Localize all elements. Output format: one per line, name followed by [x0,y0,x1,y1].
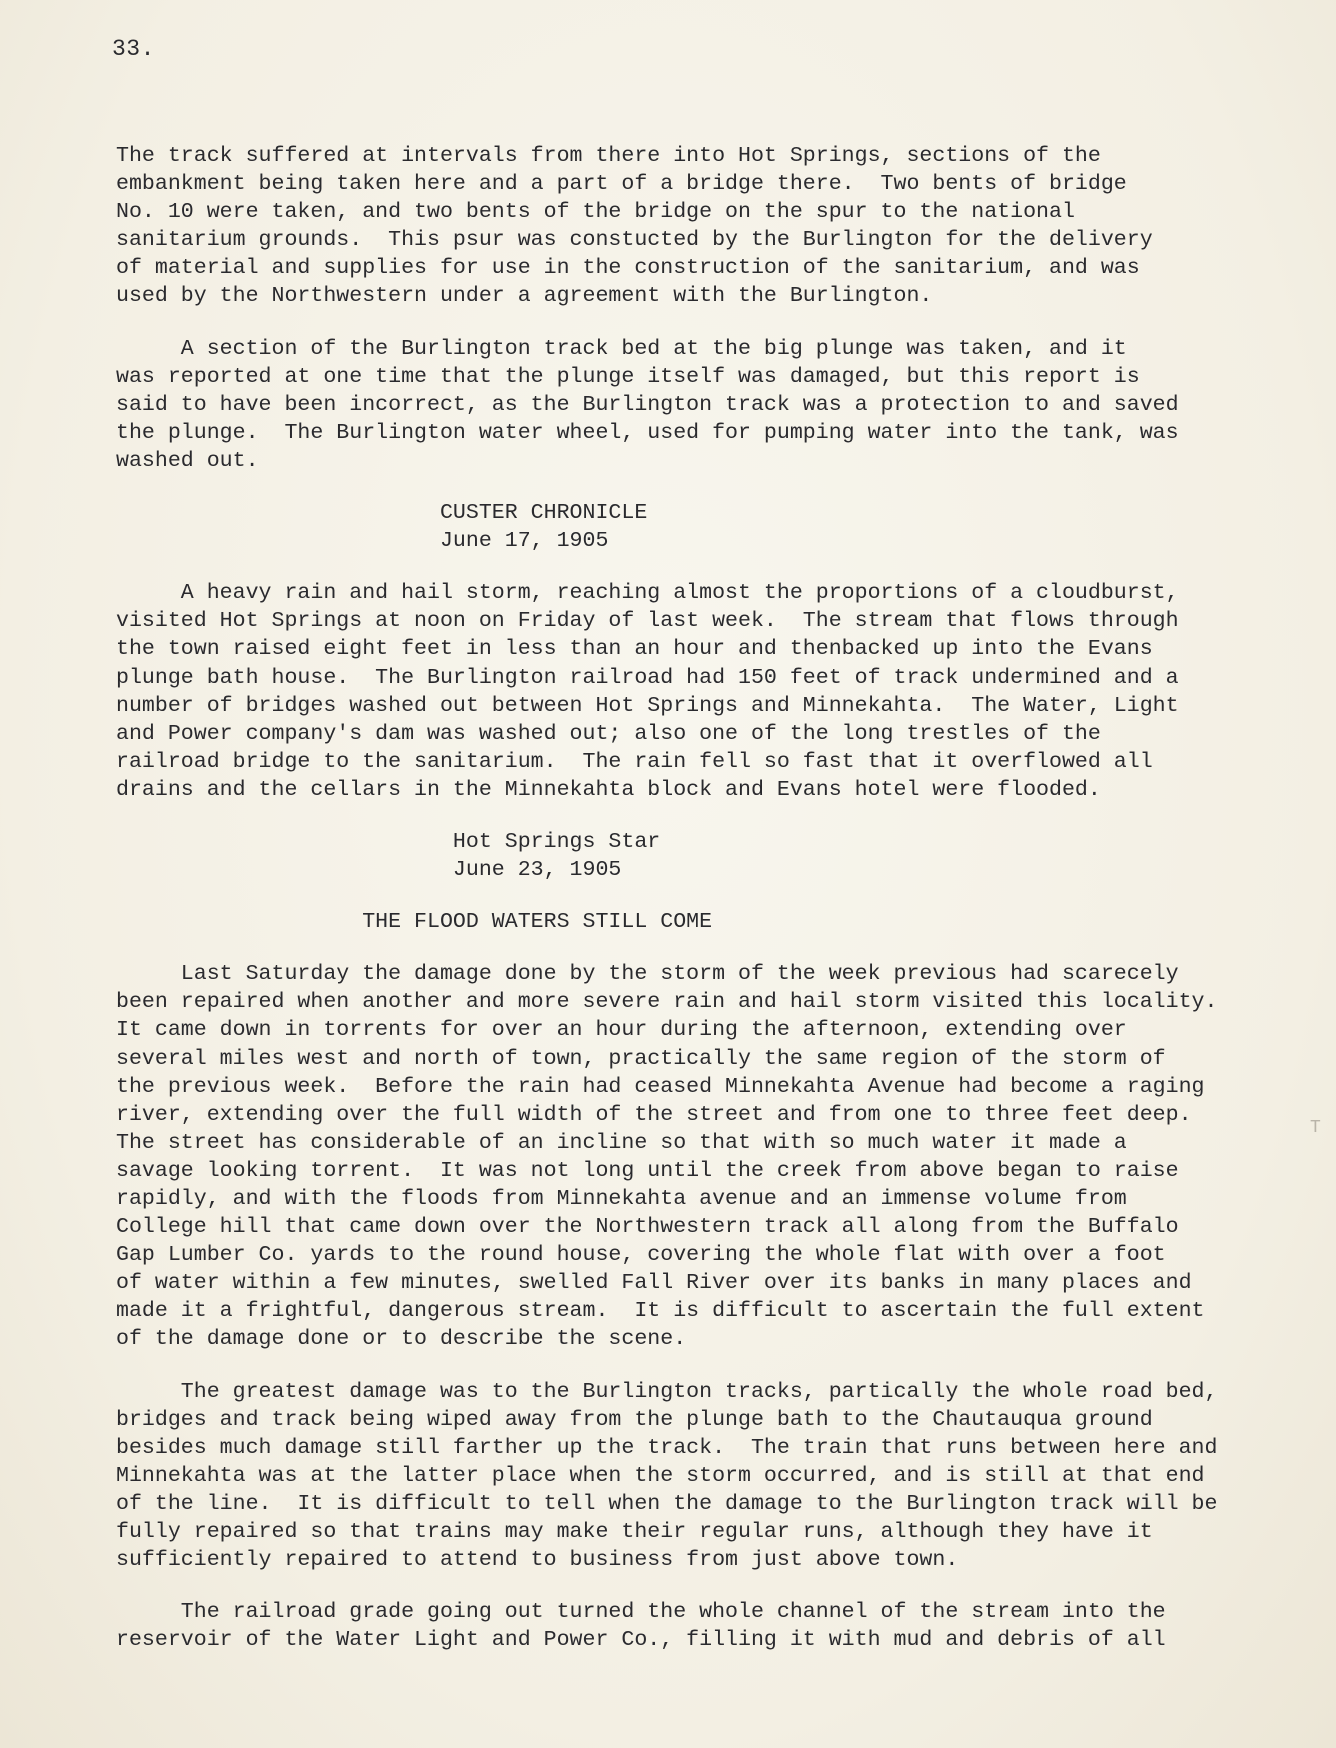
text-line: visited Hot Springs at noon on Friday of last week. The stream that flows through [116,609,1179,634]
text-line: of the line. It is difficult to tell when the damage to the Burlington track will be [116,1491,1218,1516]
text-line: drains and the cellars in the Minnekahta block and Evans hotel were flooded. [116,777,1101,802]
text-line: besides much damage still farther up the track. The train that runs between here and [116,1435,1218,1460]
text-line: the plunge. The Burlington water wheel, used for pumping water into the tank, was [116,420,1179,445]
text-line: railroad bridge to the sanitarium. The rain fell so fast that it overflowed all [116,749,1153,774]
source-date: June 23, 1905 [116,858,622,883]
paragraph-2 [116,335,1276,475]
article-headline: THE FLOOD WATERS STILL COME [116,910,713,935]
text-line: the town raised eight feet in less than an hour and thenbacked up into the Evans [116,637,1153,662]
text-line: No. 10 were taken, and two bents of the bridge on the spur to the national [116,200,1075,225]
source-custer-chronicle [116,499,1276,555]
document-body [116,142,1276,1654]
text-line: bridges and track being wiped away from the plunge bath to the Chautauqua ground [116,1407,1153,1432]
text-line: embankment being taken here and a part of a bridge there. Two bents of bridge [116,172,1127,197]
text-line: was reported at one time that the plunge itself was damaged, but this report is [116,364,1140,389]
page-number: 33. [112,36,155,62]
text-line: rapidly, and with the floods from Minnekahta avenue and an immense volume from [116,1187,1127,1211]
text-line: plunge bath house. The Burlington railroad had 150 feet of track undermined and a [116,665,1179,690]
text-line: savage looking torrent. It was not long until the creek from above began to raise [116,1158,1179,1183]
source-date: June 17, 1905 [116,529,609,554]
text-line: The railroad grade going out turned the whole channel of the stream into the [116,1600,1166,1625]
text-line: College hill that came down over the Northwestern track all along from the Buffalo [116,1215,1179,1240]
text-line: number of bridges washed out between Hot Springs and Minnekahta. The Water, Light [116,693,1179,718]
text-line: sanitarium grounds. This psur was constucted by the Burlington for the delivery [116,228,1153,253]
margin-mark: T [1310,1118,1321,1138]
source-name: Hot Springs Star [116,829,661,854]
text-line: Gap Lumber Co. yards to the round house, covering the whole flat with over a foot [116,1243,1166,1268]
text-line: The track suffered at intervals from there into Hot Springs, sections of the [116,144,1101,168]
text-line: said to have been incorrect, as the Burlington track was a protection to and saved [116,392,1179,417]
text-line: of material and supplies for use in the construction of the sanitarium, and was [116,256,1140,281]
text-line: The greatest damage was to the Burlington tracks, partically the whole road bed, [116,1379,1218,1404]
text-line: fully repaired so that trains may make their regular runs, although they have it [116,1520,1153,1545]
paragraph-5 [116,1378,1276,1575]
text-line: been repaired when another and more severe rain and hail storm visited this locality. [116,990,1218,1015]
paragraph-3 [116,579,1276,804]
text-line: washed out. [116,448,259,473]
source-name: CUSTER CHRONICLE [116,501,648,526]
text-line: of the damage done or to describe the scene. [116,1327,687,1352]
text-line: used by the Northwestern under a agreement with the Burlington. [116,284,933,309]
text-line: The street has considerable of an incline so that with so much water it made a [116,1130,1127,1155]
paragraph-4 [116,960,1276,1353]
text-line: A section of the Burlington track bed at the big plunge was taken, and it [116,336,1127,361]
source-hot-springs-star [116,828,1276,884]
text-line: river, extending over the full width of the street and from one to three feet deep. [116,1102,1192,1127]
text-line: the previous week. Before the rain had ceased Minnekahta Avenue had become a raging [116,1074,1205,1099]
text-line: reservoir of the Water Light and Power Co., filling it with mud and debris of all [116,1628,1166,1653]
text-line: made it a frightful, dangerous stream. It is difficult to ascertain the full extent [116,1299,1205,1324]
text-line: A heavy rain and hail storm, reaching almost the proportions of a cloudburst, [116,581,1179,606]
text-line: several miles west and north of town, practically the same region of the storm of [116,1046,1166,1071]
text-line: sufficiently repaired to attend to business from just above town. [116,1548,959,1573]
text-line: It came down in torrents for over an hour during the afternoon, extending over [116,1018,1127,1043]
text-line: Minnekahta was at the latter place when the storm occurred, and is still at that end [116,1463,1205,1488]
text-line: Last Saturday the damage done by the storm of the week previous had scarecely [116,962,1179,987]
paragraph-6 [116,1598,1276,1654]
text-line: and Power company's dam was washed out; also one of the long trestles of the [116,721,1101,746]
text-line: of water within a few minutes, swelled Fall River over its banks in many places and [116,1271,1192,1296]
paragraph-1 [116,142,1276,311]
